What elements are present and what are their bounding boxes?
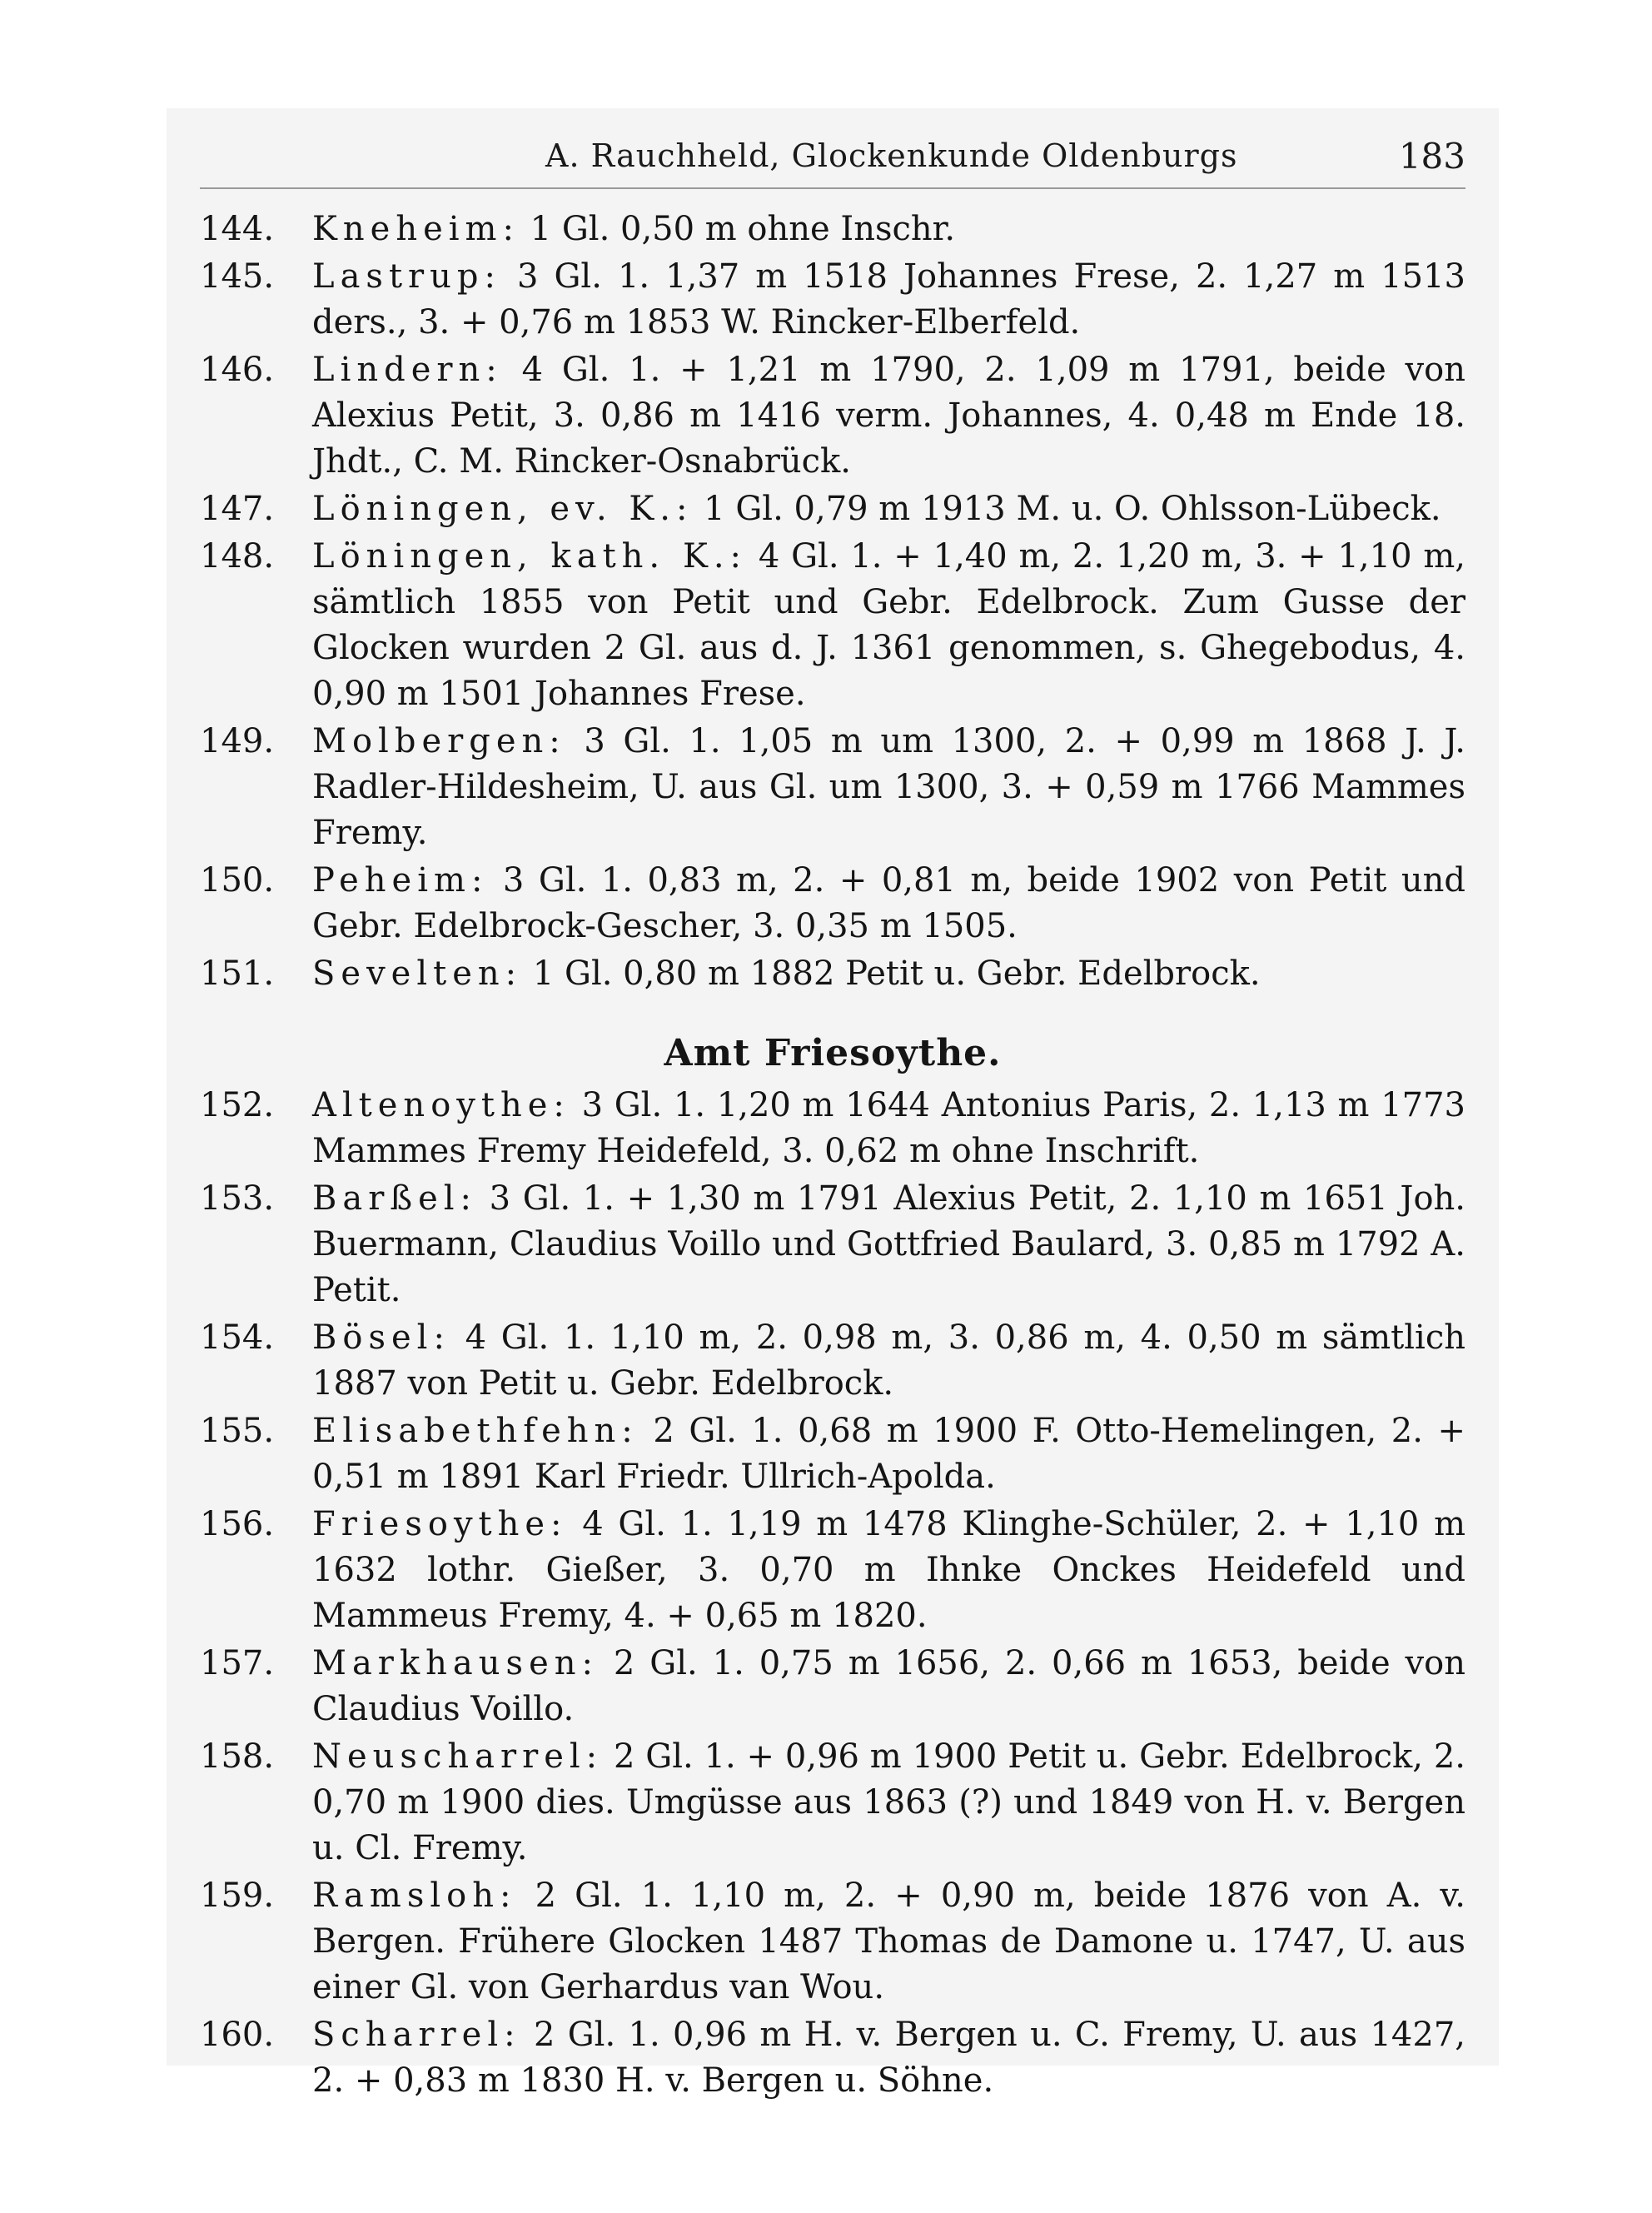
entry-place: Barßel: xyxy=(312,1179,478,1218)
entry-item xyxy=(200,2012,1465,2104)
entry-item xyxy=(200,347,1465,485)
entry-text: 3 Gl. 1. 1,37 m 1518 Johannes Frese, 2. 1,27 m 1513 ders., 3. + 0,76 m 1853 W. Rincker-Elberfeld. xyxy=(312,257,1465,341)
entry-place: Löningen, ev. K.: xyxy=(312,490,694,528)
entry-text: 1 Gl. 0,79 m 1913 M. u. O. Ohlsson-Lübeck. xyxy=(693,490,1441,528)
entry-item xyxy=(200,858,1465,949)
entry-item xyxy=(200,1641,1465,1732)
entry-item xyxy=(200,254,1465,346)
entry-number: 154. xyxy=(200,1318,275,1357)
entry-place: Neuscharrel: xyxy=(312,1737,604,1776)
entry-text: 2 Gl. 1. 0,96 m H. v. Bergen u. C. Fremy, U. aus 1427, 2. + 0,83 m 1830 H. v. Bergen u. Söhne. xyxy=(312,2016,1465,2100)
entry-item xyxy=(200,207,1465,252)
entry-number: 157. xyxy=(200,1644,275,1682)
entry-number: 151. xyxy=(200,954,275,993)
page-content xyxy=(200,207,1465,2106)
entry-item xyxy=(200,486,1465,532)
entry-item xyxy=(200,951,1465,997)
entry-text: 4 Gl. 1. 1,19 m 1478 Klinghe-Schüler, 2. + 1,10 m 1632 lothr. Gießer, 3. 0,70 m Ihnke Onckes Heidefeld und Mammeus Fremy, 4. + 0,65 m 1820. xyxy=(312,1505,1465,1635)
section-heading: Amt Friesoythe. xyxy=(664,1032,1002,1074)
entry-item xyxy=(200,1734,1465,1872)
entry-text: 2 Gl. 1. 1,10 m, 2. + 0,90 m, beide 1876 von A. v. Bergen. Frühere Glocken 1487 Thomas de Damone u. 1747, U. aus einer Gl. von Gerhardus van Wou. xyxy=(312,1877,1465,2006)
page-number: 183 xyxy=(1398,136,1465,177)
entries-list-2 xyxy=(200,1083,1465,2104)
entry-number: 160. xyxy=(200,2016,275,2054)
entry-number: 148. xyxy=(200,537,275,576)
entry-place: Molbergen: xyxy=(312,722,566,760)
entry-place: Lastrup: xyxy=(312,257,501,296)
entry-place: Bösel: xyxy=(312,1318,450,1357)
entry-item xyxy=(200,1408,1465,1500)
entry-number: 149. xyxy=(200,722,275,760)
entry-text: 3 Gl. 1. 1,05 m um 1300, 2. + 0,99 m 1868 J. J. Radler-Hildesheim, U. aus Gl. um 1300, 3. + 0,59 m 1766 Mammes Fremy. xyxy=(312,722,1465,852)
entry-number: 156. xyxy=(200,1505,275,1543)
entry-text: 2 Gl. 1. + 0,96 m 1900 Petit u. Gebr. Edelbrock, 2. 0,70 m 1900 dies. Umgüsse aus 1863 (?) und 1849 von H. v. Bergen u. Cl. Fremy. xyxy=(312,1737,1465,1867)
entry-number: 150. xyxy=(200,861,275,900)
entry-place: Altenoythe: xyxy=(312,1086,570,1124)
entry-place: Lindern: xyxy=(312,351,503,389)
entry-item xyxy=(200,534,1465,717)
entry-item xyxy=(200,1502,1465,1639)
running-title: A. Rauchheld, Glockenkunde Oldenburgs xyxy=(545,137,1238,174)
entry-text: 2 Gl. 1. 0,75 m 1656, 2. 0,66 m 1653, beide von Claudius Voillo. xyxy=(312,1644,1465,1728)
entry-place: Löningen, kath. K.: xyxy=(312,537,748,576)
entry-place: Elisabethfehn: xyxy=(312,1412,639,1450)
entry-place: Ramsloh: xyxy=(312,1877,517,1915)
entry-place: Markhausen: xyxy=(312,1644,599,1682)
entry-text: 1 Gl. 0,50 m ohne Inschr. xyxy=(519,210,956,248)
entry-text: 4 Gl. 1. + 1,40 m, 2. 1,20 m, 3. + 1,10 m, sämtlich 1855 von Petit und Gebr. Edelbrock. Zum Gusse der Glocken wurden 2 Gl. aus d. J. 1361 genommen, s. Ghegebodus, 4. 0,90 m 1501 Johannes Frese. xyxy=(312,537,1465,713)
entry-text: 4 Gl. 1. + 1,21 m 1790, 2. 1,09 m 1791, beide von Alexius Petit, 3. 0,86 m 1416 verm. Johannes, 4. 0,48 m Ende 18. Jhdt., C. M. Rincker-Osnabrück. xyxy=(312,351,1465,481)
entry-item xyxy=(200,1176,1465,1313)
entry-number: 146. xyxy=(200,351,275,389)
entry-number: 152. xyxy=(200,1086,275,1124)
entry-text: 2 Gl. 1. 0,68 m 1900 F. Otto-Hemelingen, 2. + 0,51 m 1891 Karl Friedr. Ullrich-Apolda. xyxy=(312,1412,1465,1496)
entry-number: 144. xyxy=(200,210,275,248)
entry-item xyxy=(200,1315,1465,1407)
entry-place: Kneheim: xyxy=(312,210,520,248)
entry-place: Scharrel: xyxy=(312,2016,521,2054)
entry-place: Sevelten: xyxy=(312,954,523,993)
entry-item xyxy=(200,1083,1465,1174)
entry-text: 3 Gl. 1. 0,83 m, 2. + 0,81 m, beide 1902 von Petit und Gebr. Edelbrock-Gescher, 3. 0,35 m 1505. xyxy=(312,861,1465,945)
entry-number: 153. xyxy=(200,1179,275,1218)
entry-number: 158. xyxy=(200,1737,275,1776)
entry-place: Friesoythe: xyxy=(312,1505,568,1543)
entry-place: Peheim: xyxy=(312,861,489,900)
entry-item xyxy=(200,719,1465,856)
entry-number: 145. xyxy=(200,257,275,296)
entry-number: 147. xyxy=(200,490,275,528)
entry-number: 159. xyxy=(200,1877,275,1915)
running-header xyxy=(200,129,1465,189)
entry-text: 4 Gl. 1. 1,10 m, 2. 0,98 m, 3. 0,86 m, 4. 0,50 m sämtlich 1887 von Petit u. Gebr. Edelbrock. xyxy=(312,1318,1465,1403)
entry-number: 155. xyxy=(200,1412,275,1450)
entries-list-1 xyxy=(200,207,1465,997)
entry-text: 3 Gl. 1. 1,20 m 1644 Antonius Paris, 2. 1,13 m 1773 Mammes Fremy Heidefeld, 3. 0,62 m ohne Inschrift. xyxy=(312,1086,1465,1170)
entry-item xyxy=(200,1873,1465,2011)
entry-text: 1 Gl. 0,80 m 1882 Petit u. Gebr. Edelbrock. xyxy=(522,954,1261,993)
entry-text: 3 Gl. 1. + 1,30 m 1791 Alexius Petit, 2. 1,10 m 1651 Joh. Buermann, Claudius Voillo und Gottfried Baulard, 3. 0,85 m 1792 A. Petit. xyxy=(312,1179,1465,1309)
